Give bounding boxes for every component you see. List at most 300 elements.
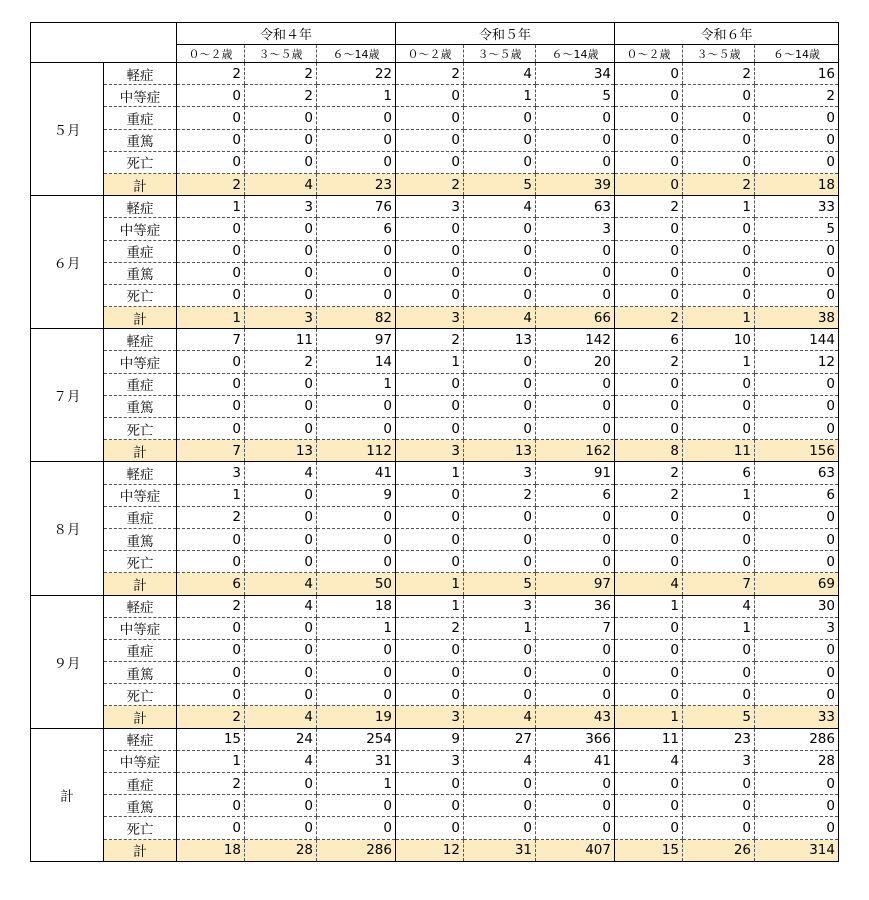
value-cell: 12 <box>396 839 464 861</box>
value-cell: 0 <box>683 129 755 151</box>
value-cell: 0 <box>615 218 683 240</box>
value-cell: 6 <box>536 484 615 506</box>
value-cell: 2 <box>245 351 317 373</box>
value-cell: 41 <box>317 462 396 484</box>
value-cell: 2 <box>396 63 464 85</box>
value-cell: 1 <box>464 85 536 107</box>
value-cell: 4 <box>464 307 536 329</box>
value-cell: 38 <box>755 307 839 329</box>
month-label: ５月 <box>31 63 104 196</box>
value-cell: 2 <box>245 63 317 85</box>
value-cell: 0 <box>396 262 464 284</box>
value-cell: 6 <box>755 484 839 506</box>
value-cell: 0 <box>755 373 839 395</box>
value-cell: 97 <box>536 573 615 595</box>
severity-label: 重篤 <box>104 528 177 550</box>
value-cell: 0 <box>396 484 464 506</box>
value-cell: 0 <box>317 817 396 839</box>
value-cell: 0 <box>615 284 683 306</box>
value-cell: 8 <box>615 440 683 462</box>
value-cell: 0 <box>317 262 396 284</box>
value-cell: 3 <box>683 750 755 772</box>
value-cell: 0 <box>755 817 839 839</box>
value-cell: 0 <box>536 528 615 550</box>
value-cell: 0 <box>396 85 464 107</box>
value-cell: 22 <box>317 63 396 85</box>
value-cell: 0 <box>536 240 615 262</box>
table-row <box>31 329 839 351</box>
value-cell: 0 <box>177 528 245 550</box>
value-cell: 2 <box>615 307 683 329</box>
value-cell: 3 <box>396 440 464 462</box>
severity-label: 重篤 <box>104 795 177 817</box>
table-row <box>31 662 839 684</box>
severity-label: 計 <box>104 839 177 861</box>
value-cell: 0 <box>464 528 536 550</box>
severity-label: 重症 <box>104 373 177 395</box>
total-row <box>31 706 839 728</box>
value-cell: 24 <box>245 728 317 750</box>
value-cell: 0 <box>615 528 683 550</box>
value-cell: 0 <box>683 373 755 395</box>
value-cell: 10 <box>683 329 755 351</box>
value-cell: 31 <box>464 839 536 861</box>
value-cell: 0 <box>615 373 683 395</box>
value-cell: 0 <box>615 684 683 706</box>
value-cell: 7 <box>683 573 755 595</box>
value-cell: 33 <box>755 706 839 728</box>
value-cell: 2 <box>245 85 317 107</box>
value-cell: 0 <box>615 262 683 284</box>
value-cell: 0 <box>615 151 683 173</box>
value-cell: 13 <box>245 440 317 462</box>
value-cell: 0 <box>755 684 839 706</box>
corner-cell-lower <box>31 45 177 63</box>
severity-label: 計 <box>104 307 177 329</box>
table-row <box>31 373 839 395</box>
value-cell: 0 <box>177 817 245 839</box>
value-cell: 2 <box>615 196 683 218</box>
value-cell: 2 <box>177 706 245 728</box>
value-cell: 0 <box>464 262 536 284</box>
value-cell: 0 <box>683 528 755 550</box>
value-cell: 1 <box>396 573 464 595</box>
value-cell: 366 <box>536 728 615 750</box>
value-cell: 0 <box>396 528 464 550</box>
value-cell: 63 <box>536 196 615 218</box>
value-cell: 1 <box>683 351 755 373</box>
value-cell: 0 <box>683 817 755 839</box>
table-row <box>31 462 839 484</box>
value-cell: 4 <box>615 573 683 595</box>
value-cell: 2 <box>396 329 464 351</box>
age-header: ６～14歳 <box>317 45 396 63</box>
value-cell: 0 <box>464 284 536 306</box>
value-cell: 0 <box>317 284 396 306</box>
value-cell: 0 <box>755 639 839 661</box>
value-cell: 0 <box>396 639 464 661</box>
severity-label: 軽症 <box>104 462 177 484</box>
value-cell: 0 <box>615 85 683 107</box>
severity-label: 中等症 <box>104 484 177 506</box>
value-cell: 4 <box>245 462 317 484</box>
value-cell: 0 <box>245 617 317 639</box>
value-cell: 314 <box>755 839 839 861</box>
value-cell: 0 <box>317 684 396 706</box>
value-cell: 0 <box>464 351 536 373</box>
value-cell: 41 <box>536 750 615 772</box>
total-row <box>31 839 839 861</box>
value-cell: 0 <box>615 662 683 684</box>
age-header: ６～14歳 <box>536 45 615 63</box>
table-row <box>31 551 839 573</box>
value-cell: 4 <box>464 750 536 772</box>
severity-label: 死亡 <box>104 817 177 839</box>
value-cell: 0 <box>396 218 464 240</box>
value-cell: 0 <box>317 107 396 129</box>
table-row <box>31 284 839 306</box>
value-cell: 0 <box>683 773 755 795</box>
value-cell: 0 <box>317 662 396 684</box>
value-cell: 0 <box>615 773 683 795</box>
value-cell: 0 <box>317 528 396 550</box>
value-cell: 5 <box>536 85 615 107</box>
value-cell: 6 <box>683 462 755 484</box>
severity-label: 死亡 <box>104 551 177 573</box>
year-header: 令和５年 <box>396 23 615 45</box>
table-row <box>31 218 839 240</box>
severity-label: 計 <box>104 440 177 462</box>
value-cell: 0 <box>536 418 615 440</box>
value-cell: 0 <box>317 795 396 817</box>
value-cell: 0 <box>245 418 317 440</box>
value-cell: 0 <box>464 817 536 839</box>
value-cell: 0 <box>464 506 536 528</box>
value-cell: 0 <box>245 284 317 306</box>
value-cell: 2 <box>755 85 839 107</box>
value-cell: 0 <box>755 240 839 262</box>
value-cell: 0 <box>177 373 245 395</box>
value-cell: 11 <box>245 329 317 351</box>
value-cell: 0 <box>755 129 839 151</box>
value-cell: 1 <box>317 773 396 795</box>
year-header: 令和６年 <box>615 23 839 45</box>
month-label: ７月 <box>31 329 104 462</box>
table-row <box>31 684 839 706</box>
value-cell: 0 <box>464 373 536 395</box>
value-cell: 91 <box>536 462 615 484</box>
value-cell: 0 <box>177 617 245 639</box>
value-cell: 0 <box>245 218 317 240</box>
value-cell: 7 <box>536 617 615 639</box>
value-cell: 0 <box>396 284 464 306</box>
value-cell: 0 <box>245 773 317 795</box>
value-cell: 0 <box>396 151 464 173</box>
table-row <box>31 262 839 284</box>
value-cell: 39 <box>536 173 615 195</box>
value-cell: 0 <box>177 639 245 661</box>
value-cell: 0 <box>536 639 615 661</box>
value-cell: 0 <box>464 129 536 151</box>
value-cell: 19 <box>317 706 396 728</box>
severity-label: 中等症 <box>104 617 177 639</box>
age-header: ６～14歳 <box>755 45 839 63</box>
value-cell: 4 <box>245 173 317 195</box>
value-cell: 0 <box>177 240 245 262</box>
severity-label: 重篤 <box>104 129 177 151</box>
value-cell: 0 <box>683 85 755 107</box>
value-cell: 0 <box>396 662 464 684</box>
value-cell: 0 <box>464 795 536 817</box>
value-cell: 1 <box>177 750 245 772</box>
value-cell: 26 <box>683 839 755 861</box>
corner-cell <box>31 23 177 45</box>
table-row <box>31 85 839 107</box>
table-row <box>31 351 839 373</box>
severity-label: 中等症 <box>104 351 177 373</box>
value-cell: 0 <box>245 795 317 817</box>
value-cell: 14 <box>317 351 396 373</box>
value-cell: 13 <box>464 440 536 462</box>
value-cell: 0 <box>536 817 615 839</box>
value-cell: 1 <box>683 307 755 329</box>
value-cell: 0 <box>396 373 464 395</box>
value-cell: 0 <box>245 817 317 839</box>
value-cell: 4 <box>615 750 683 772</box>
value-cell: 1 <box>177 307 245 329</box>
value-cell: 0 <box>464 151 536 173</box>
value-cell: 82 <box>317 307 396 329</box>
value-cell: 0 <box>464 551 536 573</box>
value-cell: 2 <box>177 506 245 528</box>
value-cell: 5 <box>464 173 536 195</box>
table-row <box>31 196 839 218</box>
value-cell: 0 <box>177 218 245 240</box>
value-cell: 0 <box>245 262 317 284</box>
value-cell: 0 <box>245 662 317 684</box>
value-cell: 0 <box>177 351 245 373</box>
value-cell: 0 <box>615 173 683 195</box>
value-cell: 0 <box>464 107 536 129</box>
value-cell: 0 <box>317 151 396 173</box>
value-cell: 0 <box>536 551 615 573</box>
value-cell: 13 <box>464 329 536 351</box>
value-cell: 0 <box>683 284 755 306</box>
value-cell: 20 <box>536 351 615 373</box>
total-row <box>31 573 839 595</box>
value-cell: 254 <box>317 728 396 750</box>
severity-label: 重症 <box>104 107 177 129</box>
value-cell: 11 <box>683 440 755 462</box>
value-cell: 6 <box>615 329 683 351</box>
value-cell: 0 <box>683 395 755 417</box>
table-row <box>31 595 839 617</box>
value-cell: 5 <box>683 706 755 728</box>
value-cell: 0 <box>536 506 615 528</box>
value-cell: 0 <box>396 795 464 817</box>
value-cell: 6 <box>317 218 396 240</box>
value-cell: 0 <box>615 418 683 440</box>
value-cell: 5 <box>464 573 536 595</box>
value-cell: 2 <box>615 484 683 506</box>
severity-label: 軽症 <box>104 728 177 750</box>
severity-label: 死亡 <box>104 284 177 306</box>
value-cell: 2 <box>464 484 536 506</box>
value-cell: 12 <box>755 351 839 373</box>
month-label: ６月 <box>31 196 104 329</box>
value-cell: 9 <box>317 484 396 506</box>
value-cell: 2 <box>683 63 755 85</box>
value-cell: 1 <box>177 196 245 218</box>
value-cell: 0 <box>615 107 683 129</box>
value-cell: 2 <box>177 173 245 195</box>
value-cell: 1 <box>317 373 396 395</box>
value-cell: 0 <box>755 773 839 795</box>
severity-label: 重症 <box>104 639 177 661</box>
table-row <box>31 750 839 772</box>
severity-label: 死亡 <box>104 151 177 173</box>
table-row <box>31 395 839 417</box>
value-cell: 3 <box>245 196 317 218</box>
value-cell: 0 <box>615 817 683 839</box>
value-cell: 15 <box>615 839 683 861</box>
value-cell: 0 <box>245 639 317 661</box>
value-cell: 0 <box>177 129 245 151</box>
value-cell: 0 <box>177 262 245 284</box>
value-cell: 0 <box>464 395 536 417</box>
value-cell: 0 <box>177 684 245 706</box>
value-cell: 0 <box>245 484 317 506</box>
severity-label: 計 <box>104 706 177 728</box>
table-row <box>31 484 839 506</box>
value-cell: 7 <box>177 440 245 462</box>
value-cell: 0 <box>683 262 755 284</box>
value-cell: 0 <box>317 506 396 528</box>
value-cell: 0 <box>683 151 755 173</box>
value-cell: 3 <box>177 462 245 484</box>
value-cell: 0 <box>177 795 245 817</box>
severity-label: 重症 <box>104 506 177 528</box>
value-cell: 0 <box>683 107 755 129</box>
value-cell: 0 <box>755 795 839 817</box>
value-cell: 1 <box>615 595 683 617</box>
value-cell: 3 <box>464 595 536 617</box>
value-cell: 0 <box>536 262 615 284</box>
value-cell: 0 <box>615 129 683 151</box>
value-cell: 0 <box>177 85 245 107</box>
value-cell: 0 <box>683 418 755 440</box>
value-cell: 0 <box>317 129 396 151</box>
value-cell: 0 <box>177 551 245 573</box>
value-cell: 156 <box>755 440 839 462</box>
value-cell: 0 <box>683 551 755 573</box>
value-cell: 0 <box>317 418 396 440</box>
value-cell: 0 <box>536 107 615 129</box>
value-cell: 66 <box>536 307 615 329</box>
value-cell: 0 <box>615 617 683 639</box>
value-cell: 3 <box>396 706 464 728</box>
value-cell: 0 <box>396 684 464 706</box>
value-cell: 0 <box>464 418 536 440</box>
table-row <box>31 528 839 550</box>
severity-label: 計 <box>104 573 177 595</box>
severity-label: 死亡 <box>104 418 177 440</box>
value-cell: 0 <box>177 284 245 306</box>
value-cell: 0 <box>464 639 536 661</box>
value-cell: 18 <box>177 839 245 861</box>
year-header-row <box>31 23 839 45</box>
table-row <box>31 418 839 440</box>
value-cell: 0 <box>536 795 615 817</box>
value-cell: 2 <box>683 173 755 195</box>
total-row <box>31 173 839 195</box>
value-cell: 0 <box>245 151 317 173</box>
value-cell: 0 <box>536 395 615 417</box>
age-header: ３～５歳 <box>245 45 317 63</box>
value-cell: 4 <box>683 595 755 617</box>
value-cell: 162 <box>536 440 615 462</box>
total-row <box>31 440 839 462</box>
value-cell: 0 <box>396 240 464 262</box>
value-cell: 2 <box>177 773 245 795</box>
table-row <box>31 639 839 661</box>
severity-label: 重篤 <box>104 395 177 417</box>
value-cell: 15 <box>177 728 245 750</box>
value-cell: 18 <box>755 173 839 195</box>
value-cell: 0 <box>177 395 245 417</box>
value-cell: 0 <box>755 107 839 129</box>
value-cell: 18 <box>317 595 396 617</box>
value-cell: 4 <box>464 196 536 218</box>
value-cell: 0 <box>683 795 755 817</box>
value-cell: 142 <box>536 329 615 351</box>
value-cell: 4 <box>464 63 536 85</box>
value-cell: 0 <box>755 551 839 573</box>
value-cell: 28 <box>245 839 317 861</box>
value-cell: 27 <box>464 728 536 750</box>
value-cell: 0 <box>245 395 317 417</box>
value-cell: 0 <box>536 151 615 173</box>
value-cell: 0 <box>396 395 464 417</box>
value-cell: 0 <box>396 817 464 839</box>
severity-label: 重篤 <box>104 262 177 284</box>
value-cell: 0 <box>177 418 245 440</box>
severity-label: 計 <box>104 173 177 195</box>
value-cell: 0 <box>396 773 464 795</box>
age-header: ３～５歳 <box>683 45 755 63</box>
value-cell: 1 <box>683 484 755 506</box>
value-cell: 1 <box>396 351 464 373</box>
value-cell: 0 <box>683 684 755 706</box>
severity-label: 中等症 <box>104 85 177 107</box>
value-cell: 0 <box>755 284 839 306</box>
value-cell: 1 <box>396 462 464 484</box>
age-header-row <box>31 45 839 63</box>
value-cell: 0 <box>755 418 839 440</box>
value-cell: 0 <box>177 107 245 129</box>
value-cell: 286 <box>317 839 396 861</box>
value-cell: 33 <box>755 196 839 218</box>
age-header: ０～２歳 <box>396 45 464 63</box>
value-cell: 3 <box>396 750 464 772</box>
age-header: ３～５歳 <box>464 45 536 63</box>
value-cell: 4 <box>245 706 317 728</box>
value-cell: 63 <box>755 462 839 484</box>
value-cell: 0 <box>615 551 683 573</box>
value-cell: 28 <box>755 750 839 772</box>
value-cell: 1 <box>683 196 755 218</box>
table-row <box>31 817 839 839</box>
